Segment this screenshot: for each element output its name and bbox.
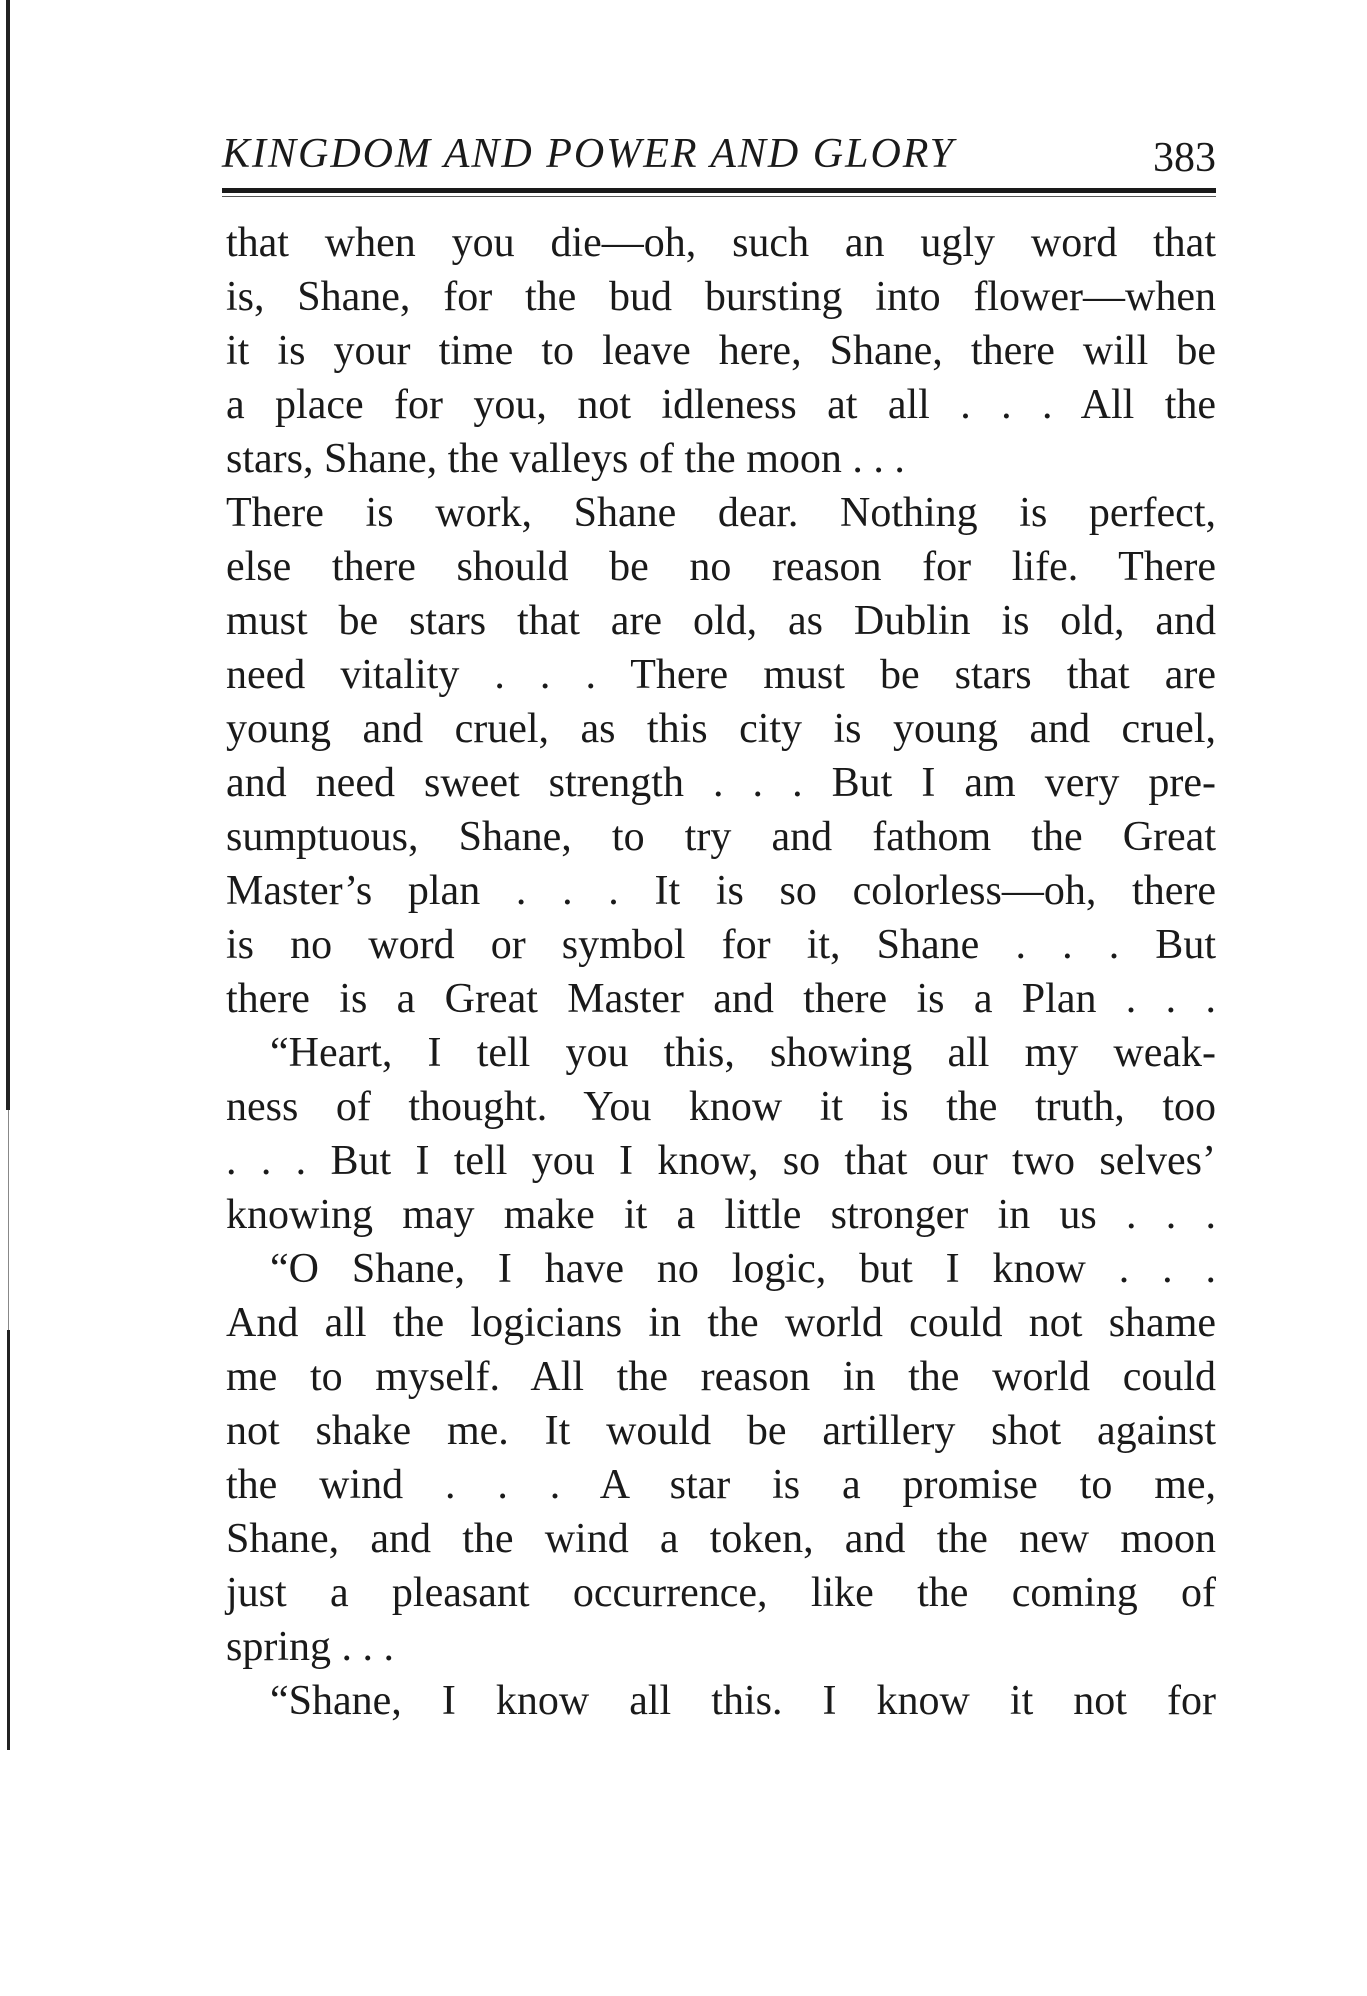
text-line: and need sweet strength . . . But I am very pre-	[226, 760, 1216, 806]
text-line: knowing may make it a little stronger in us . . .	[226, 1192, 1216, 1238]
text-line: “Heart, I tell you this, showing all my weak-	[270, 1030, 1216, 1076]
running-head	[222, 126, 1220, 182]
text-line: a place for you, not idleness at all . . . All the	[226, 382, 1216, 428]
scan-edge-shadow	[6, 0, 10, 1110]
text-line: sumptuous, Shane, to try and fathom the Great	[226, 814, 1216, 860]
text-line: “O Shane, I have no logic, but I know . . .	[270, 1246, 1216, 1292]
header-rule	[222, 188, 1216, 193]
text-line: spring . . .	[226, 1624, 394, 1670]
running-title: KINGDOM AND POWER AND GLORY	[222, 131, 956, 177]
text-line: me to myself. All the reason in the world could	[226, 1354, 1216, 1400]
scan-edge-shadow	[8, 1110, 9, 1330]
header-rule-thin	[222, 196, 1216, 197]
text-line: . . . But I tell you I know, so that our two selves’	[226, 1138, 1216, 1184]
text-line: There is work, Shane dear. Nothing is perfect,	[226, 490, 1216, 536]
body-text	[226, 216, 1216, 1728]
text-line: it is your time to leave here, Shane, there will be	[226, 328, 1216, 374]
text-line: that when you die—oh, such an ugly word that	[226, 220, 1216, 266]
text-line: there is a Great Master and there is a Plan . . .	[226, 976, 1216, 1022]
text-line: not shake me. It would be artillery shot against	[226, 1408, 1216, 1454]
text-line: must be stars that are old, as Dublin is old, and	[226, 598, 1216, 644]
text-line: is, Shane, for the bud bursting into flower—when	[226, 274, 1216, 320]
text-line: ness of thought. You know it is the truth, too	[226, 1084, 1216, 1130]
text-line: just a pleasant occurrence, like the coming of	[226, 1570, 1216, 1616]
text-line: Shane, and the wind a token, and the new moon	[226, 1516, 1216, 1562]
text-line: need vitality . . . There must be stars that are	[226, 652, 1216, 698]
scan-edge-shadow	[7, 1330, 10, 1750]
text-line: And all the logicians in the world could not shame	[226, 1300, 1216, 1346]
page-number: 383	[1153, 135, 1216, 181]
text-line: “Shane, I know all this. I know it not for	[270, 1678, 1216, 1724]
text-line: Master’s plan . . . It is so colorless—oh, there	[226, 868, 1216, 914]
text-line: is no word or symbol for it, Shane . . . But	[226, 922, 1216, 968]
text-line: else there should be no reason for life. There	[226, 544, 1216, 590]
text-line: young and cruel, as this city is young and cruel,	[226, 706, 1216, 752]
text-line: the wind . . . A star is a promise to me,	[226, 1462, 1216, 1508]
text-line: stars, Shane, the valleys of the moon . . .	[226, 436, 905, 482]
